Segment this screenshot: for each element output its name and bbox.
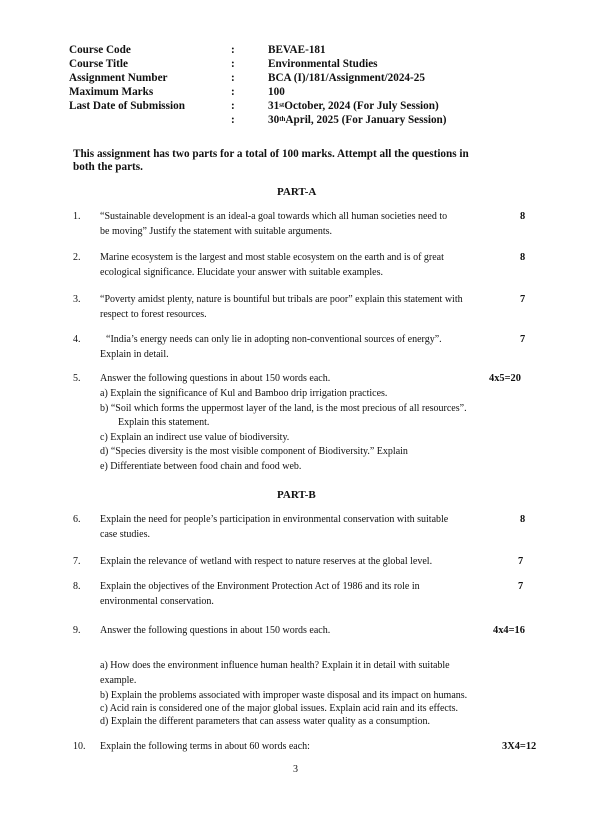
q3-line-2: respect to forest resources. <box>100 309 207 320</box>
q1-line-1: “Sustainable development is an ideal-a goal towards which all human societies need to <box>100 211 448 222</box>
part-a-title: PART-A <box>277 186 317 198</box>
q3-number: 3. <box>73 294 81 305</box>
q2-number: 2. <box>73 252 81 263</box>
q4-marks: 7 <box>520 334 526 345</box>
q8-number: 8. <box>73 581 81 592</box>
q9-line-1: Answer the following questions in about 150 words each. <box>100 625 331 636</box>
q5-sub-b: b) “Soil which forms the uppermost layer of the land, is the most precious of all resources”. <box>100 403 467 414</box>
q4-number: 4. <box>73 334 81 345</box>
q1-line-2: be moving” Justify the statement with suitable arguments. <box>100 226 332 237</box>
q3-marks: 7 <box>520 294 526 305</box>
page-number: 3 <box>293 764 298 775</box>
value-course-code: BEVAE-181 <box>268 44 326 56</box>
label-assignment-number: Assignment Number <box>69 72 168 84</box>
q6-marks: 8 <box>520 514 526 525</box>
q9-sub-a-cont: example. <box>100 675 137 686</box>
intro-line-2: both the parts. <box>73 161 143 173</box>
q2-line-2: ecological significance. Elucidate your answer with suitable examples. <box>100 267 383 278</box>
q8-marks: 7 <box>518 581 524 592</box>
sep-4: : <box>231 86 235 98</box>
label-course-title: Course Title <box>69 58 128 70</box>
q1-marks: 8 <box>520 211 526 222</box>
q6-line-1: Explain the need for people’s participation in environmental conservation with suitable <box>100 514 449 525</box>
q6-line-2: case studies. <box>100 529 150 540</box>
q7-number: 7. <box>73 556 81 567</box>
label-maximum-marks: Maximum Marks <box>69 86 154 98</box>
q4-line-2: Explain in detail. <box>100 349 169 360</box>
q8-line-1: Explain the objectives of the Environment Protection Act of 1986 and its role in <box>100 581 420 592</box>
sep-5: : <box>231 100 235 112</box>
sep-1: : <box>231 44 235 56</box>
q9-marks: 4x4=16 <box>493 625 525 636</box>
q5-sub-e: e) Differentiate between food chain and food web. <box>100 461 302 472</box>
sep-2: : <box>231 58 235 70</box>
q5-sub-d: d) “Species diversity is the most visible component of Biodiversity.” Explain <box>100 446 408 457</box>
q10-marks: 3X4=12 <box>502 741 537 752</box>
q9-sub-a: a) How does the environment influence human health? Explain it in detail with suitable <box>100 660 450 671</box>
q9-sub-b: b) Explain the problems associated with improper waste disposal and its impact on humans. <box>100 690 468 701</box>
sep-6: : <box>231 114 235 126</box>
q6-number: 6. <box>73 514 81 525</box>
sep-3: : <box>231 72 235 84</box>
value-january-session-date: 30thApril, 2025 (For January Session) <box>268 114 447 126</box>
q5-number: 5. <box>73 373 81 384</box>
q7-marks: 7 <box>518 556 524 567</box>
value-course-title: Environmental Studies <box>268 58 378 70</box>
q5-sub-a: a) Explain the significance of Kul and Bamboo drip irrigation practices. <box>100 388 388 399</box>
q5-sub-b-cont: Explain this statement. <box>118 417 210 428</box>
q10-line-1: Explain the following terms in about 60 words each: <box>100 741 310 752</box>
q5-line-1: Answer the following questions in about 150 words each. <box>100 373 331 384</box>
q9-sub-c: c) Acid rain is considered one of the major global issues. Explain acid rain and its effects. <box>100 703 459 714</box>
q2-line-1: Marine ecosystem is the largest and most stable ecosystem on the earth and is of great <box>100 252 444 263</box>
intro-line-1: This assignment has two parts for a total of 100 marks. Attempt all the questions in <box>73 148 469 160</box>
value-july-session-date: 31stOctober, 2024 (For July Session) <box>268 100 439 112</box>
q9-sub-d: d) Explain the different parameters that can assess water quality as a consumption. <box>100 716 430 727</box>
q5-marks: 4x5=20 <box>489 373 521 384</box>
label-course-code: Course Code <box>69 44 131 56</box>
q4-line-1: “India’s energy needs can only lie in adopting non-conventional sources of energy”. <box>106 334 442 345</box>
q7-line-1: Explain the relevance of wetland with respect to nature reserves at the global level. <box>100 556 433 567</box>
q1-number: 1. <box>73 211 81 222</box>
q8-line-2: environmental conservation. <box>100 596 214 607</box>
value-maximum-marks: 100 <box>268 86 285 98</box>
q9-number: 9. <box>73 625 81 636</box>
label-last-date: Last Date of Submission <box>69 100 185 112</box>
part-b-title: PART-B <box>277 489 316 501</box>
q10-number: 10. <box>73 741 86 752</box>
q2-marks: 8 <box>520 252 526 263</box>
value-assignment-number: BCA (I)/181/Assignment/2024-25 <box>268 72 425 84</box>
q5-sub-c: c) Explain an indirect use value of biodiversity. <box>100 432 290 443</box>
q3-line-1: “Poverty amidst plenty, nature is bountiful but tribals are poor” explain this statement with <box>100 294 463 305</box>
